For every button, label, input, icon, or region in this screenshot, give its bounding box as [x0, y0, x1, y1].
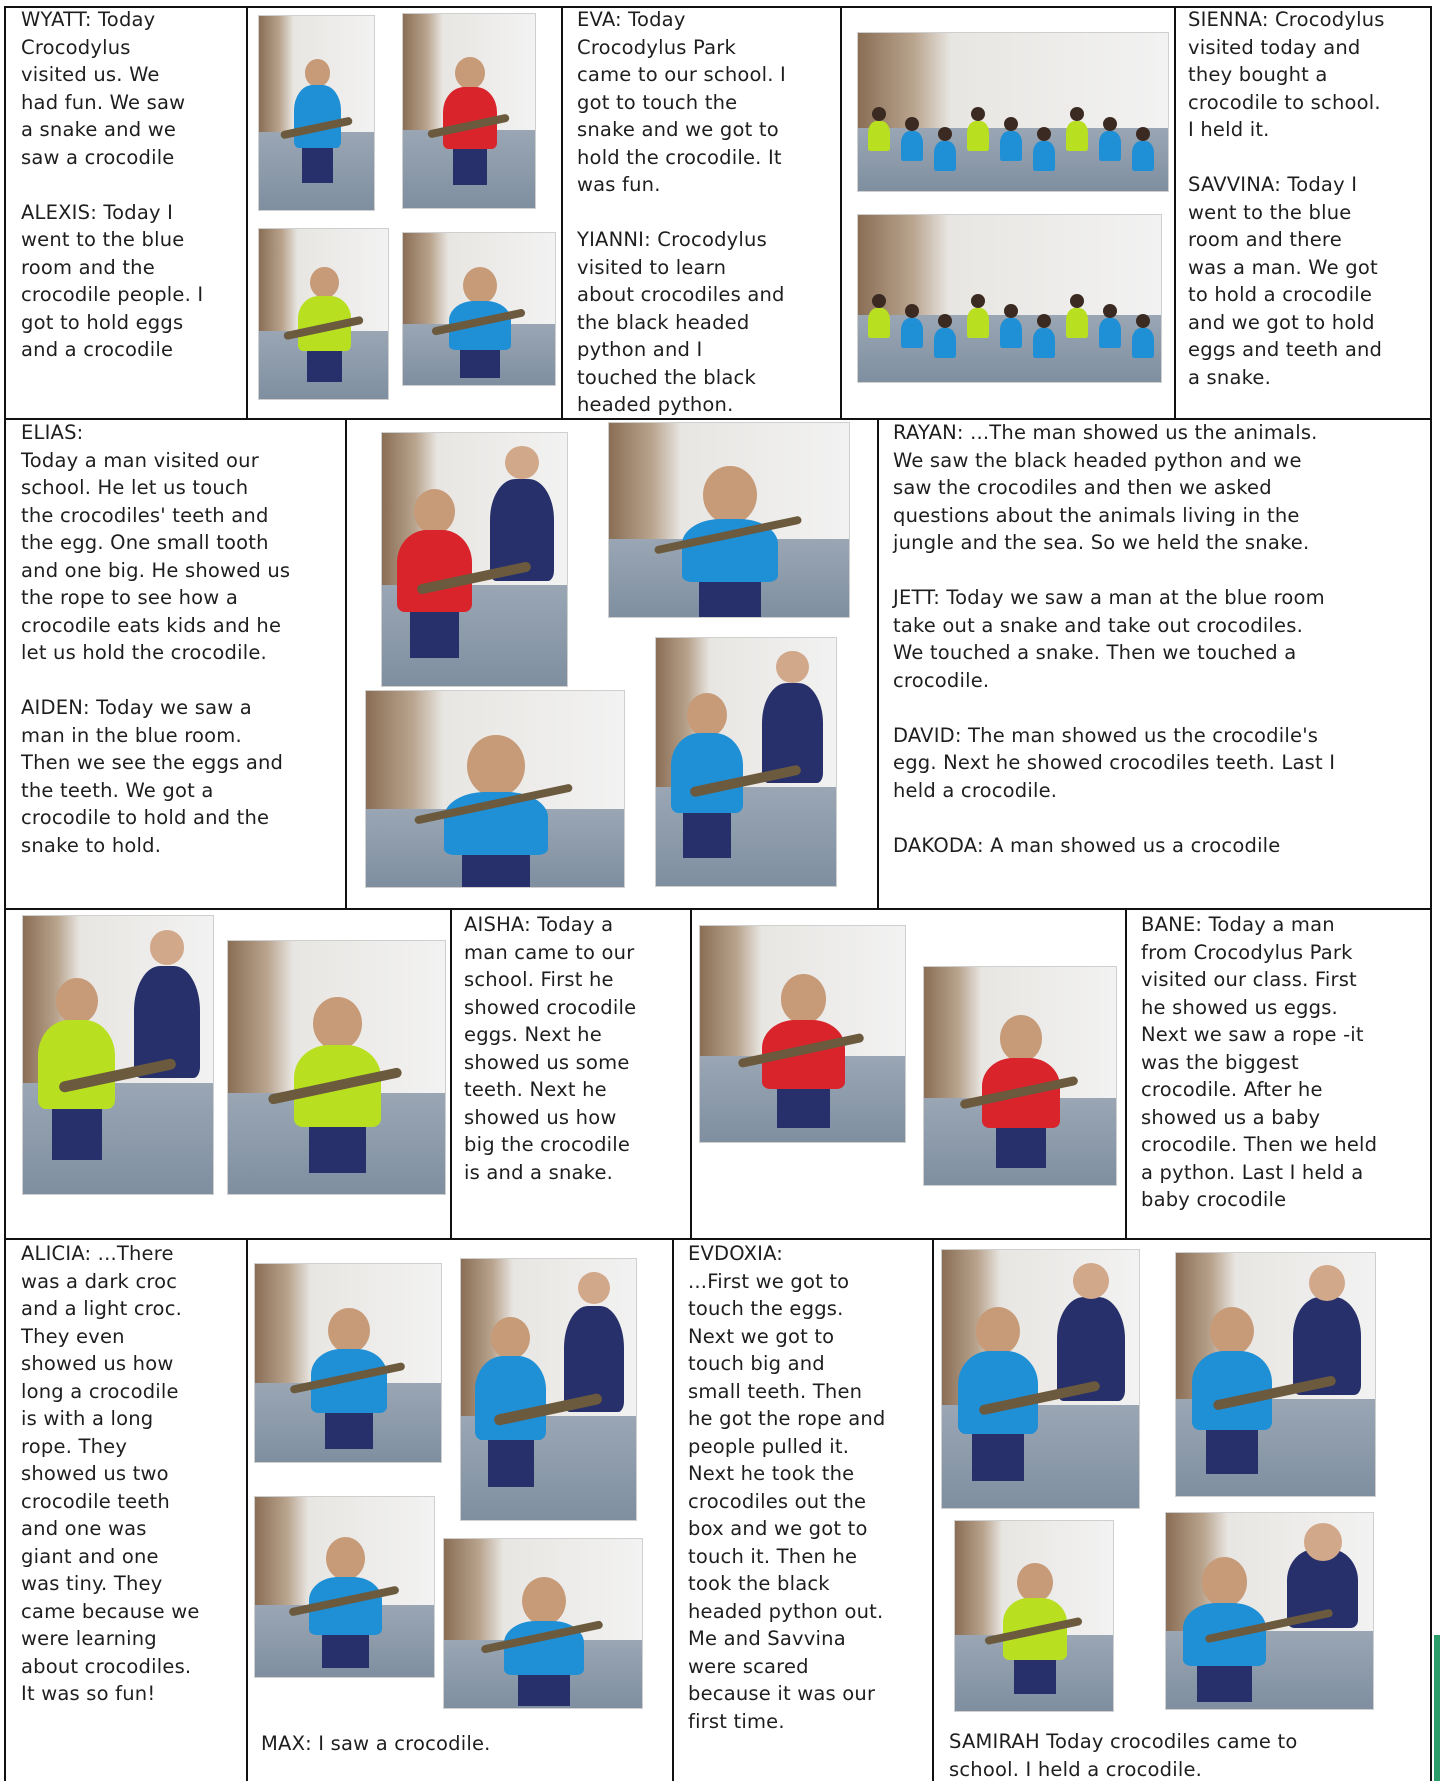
r1-divider-4 [1174, 6, 1176, 419]
text-bane: BANE: Today a man from Crocodylus Park visited our class. First he showed us eggs. Next we saw a rope -it was the biggest crocodile. After he showed us a baby crocodile. Then we held a python. Last I held a baby crocodile [1141, 913, 1378, 1211]
photo-boy-python-2 [460, 1258, 637, 1521]
r4-divider-3 [932, 1238, 934, 1781]
photo-boy-red-python [381, 432, 568, 687]
photo-sitting-girls [402, 232, 556, 386]
photo-kids-python [1165, 1512, 1374, 1710]
r2-divider-2 [877, 418, 879, 910]
r1-divider-2 [561, 6, 563, 419]
photo-girl-croc [254, 1496, 435, 1678]
text-aisha: AISHA: Today a man came to our school. First he showed crocodile eggs. Next he showed us some teeth. Next he showed us how big the crocodile is and a snake. [464, 913, 637, 1184]
text-elias-aiden: ELIAS: Today a man visited our school. He let us touch the crocodiles' teeth and the egg. One small tooth and one big. He showed us the rope to see how a crocodile eats kids and he let us hold the crocodile. AIDEN: Today we saw a man in the blue room. Then we see the eggs and the teeth. We got a crocodile to hold and the snake to hold. [21, 421, 291, 857]
photo-boy-python-3 [941, 1249, 1140, 1509]
r3-divider-3 [1125, 908, 1127, 1240]
photo-boy-red-shirt-egg [402, 13, 536, 209]
photo-boy-red-croc-2 [923, 966, 1117, 1186]
photo-sitting-boy-lime [258, 228, 389, 400]
photo-boy-lime-croc [954, 1520, 1114, 1712]
text-wyatt-alexis: WYATT: Today Crocodylus visited us. We had fun. We saw a snake and we saw a crocodile ALEXIS: Today I went to the blue room and the crocodile people. I got to hold eggs and a crocodile [21, 8, 204, 361]
text-eva-yianni: EVA: Today Crocodylus Park came to our school. I got to touch the snake and we got to hold the crocodile. It was fun. YIANNI: Crocodylus visited to learn about crocodiles and the black headed python and I touched the black headed python. [577, 8, 787, 416]
text-evdoxia: EVDOXIA: ...First we got to touch the eggs. Next we got to touch big and small teeth. Then he got the rope and people pulled it. Next he took the crocodiles out the box and we got to touch it. Then he took the black headed python out. Me and Savvina were scared because it was our first time. [688, 1242, 886, 1733]
photo-girl-croc-2 [443, 1538, 643, 1709]
border-right [1430, 6, 1432, 1781]
row-divider-2 [4, 908, 1432, 910]
r3-divider-2 [690, 908, 692, 1240]
photo-boy-blue-croc-2 [254, 1263, 442, 1463]
photo-boy-python-4 [1175, 1252, 1376, 1497]
photo-group-class-2 [857, 214, 1162, 383]
text-samirah: SAMIRAH Today crocodiles came to school. I held a crocodile. [949, 1730, 1298, 1781]
r4-divider-1 [246, 1238, 248, 1781]
photo-boy-mask-croc [608, 422, 850, 618]
photo-boy-blue-croc [365, 690, 625, 888]
r1-divider-3 [840, 6, 842, 419]
r3-divider-1 [450, 908, 452, 1240]
photo-girls-lime-croc [227, 940, 446, 1195]
r4-divider-2 [672, 1238, 674, 1781]
r2-divider-1 [345, 418, 347, 910]
photo-group-class-1 [857, 32, 1169, 192]
text-rayan-jett-david-dakoda: RAYAN: ...The man showed us the animals. We saw the black headed python and we saw the crocodiles and then we asked questions about the animals living in the jungle and the sea. So we held the snake. JETT: Today we saw a man at the blue room take out a snake and take out crocodiles. We touched a snake. Then we touched a crocodile. DAVID: The man showed us the crocodile's egg. Next he showed crocodiles teeth. Last I held a crocodile. DAKODA: A man showed us a crocodile [893, 421, 1336, 857]
text-sienna-savvina: SIENNA: Crocodylus visited today and they bought a crocodile to school. I held it. SAVVINA: Today I went to the blue room and there was a man. We got to hold a crocodile and we got to hold eggs and teeth and a snake. [1188, 8, 1385, 389]
edge-accent [1434, 1635, 1440, 1781]
text-alicia: ALICIA: ...There was a dark croc and a light croc. They even showed us how long a crocodile is with a long rope. They showed us two crocodile teeth and one was giant and one was tiny. They came because we were learning about crocodiles. It was so fun! [21, 1242, 200, 1705]
r1-divider-1 [246, 6, 248, 419]
border-left [4, 6, 6, 1781]
photo-girl-python [655, 637, 837, 887]
photo-boy-red-croc-1 [699, 925, 906, 1143]
photo-crouching-boy-blue [258, 15, 375, 211]
text-max: MAX: I saw a crocodile. [261, 1732, 491, 1755]
photo-girls-python-1 [22, 915, 214, 1195]
